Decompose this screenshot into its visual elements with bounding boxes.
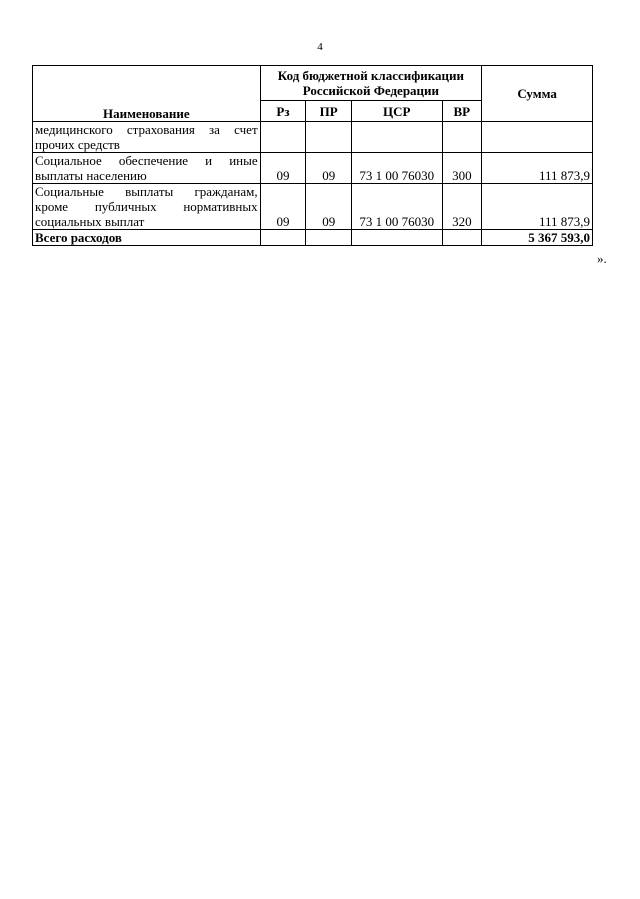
total-sum: 5 367 593,0 [482,230,593,246]
row-name: Социальные выплаты гражданам, кроме публичных нормативных социальных выплат [33,184,261,230]
closing-quote-mark: ». [597,251,607,266]
row-rz [260,122,306,153]
header-csr: ЦСР [352,101,442,122]
row-pr [306,122,352,153]
header-row [33,66,593,101]
row-rz: 09 [260,184,306,230]
header-code-group: Код бюджетной классификации Российской Федерации [260,66,482,101]
row-sum: 111 873,9 [482,184,593,230]
row-vr [442,122,482,153]
total-empty-cell [260,230,306,246]
row-name: Социальное обеспечение и иные выплаты населению [33,153,261,184]
row-pr: 09 [306,153,352,184]
total-empty-cell [442,230,482,246]
page-number: 4 [317,41,323,53]
table-row [33,122,593,153]
row-csr: 73 1 00 76030 [352,184,442,230]
table-row [33,184,593,230]
row-sum: 111 873,9 [482,153,593,184]
row-rz: 09 [260,153,306,184]
total-label: Всего расходов [33,230,261,246]
total-row [33,230,593,246]
row-sum [482,122,593,153]
row-pr: 09 [306,184,352,230]
table-row [33,153,593,184]
row-vr: 320 [442,184,482,230]
header-sum: Сумма [482,66,593,122]
row-csr: 73 1 00 76030 [352,153,442,184]
header-name: Наименование [33,66,261,122]
total-empty-cell [352,230,442,246]
budget-table [32,65,593,246]
header-pr: ПР [306,101,352,122]
row-csr [352,122,442,153]
header-rz: Рз [260,101,306,122]
total-empty-cell [306,230,352,246]
header-vr: ВР [442,101,482,122]
row-name: медицинского страхования за счет прочих средств [33,122,261,153]
row-vr: 300 [442,153,482,184]
